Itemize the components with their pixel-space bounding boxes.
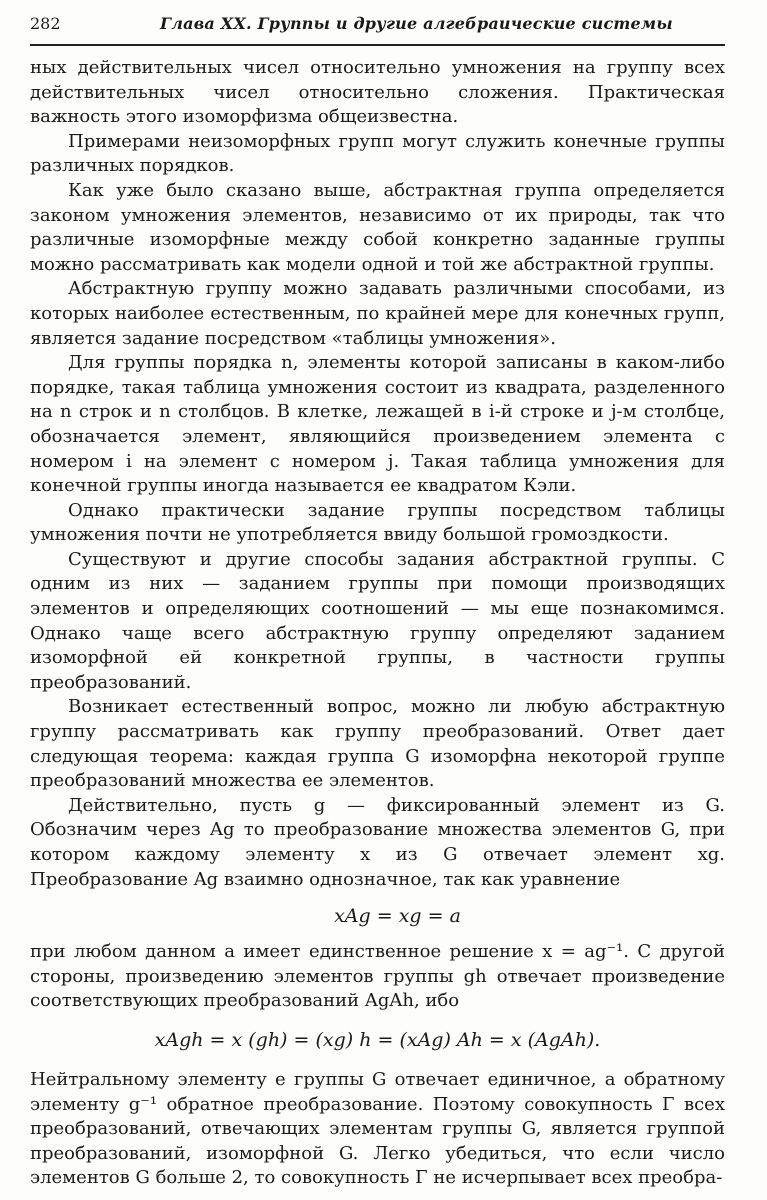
paragraph: Возникает естественный вопрос, можно ли любую абстрактную группу рассматривать как группу преобразований. Ответ дает следующая теорема: каждая группа G изоморфна некоторой группе преобразований множества ее элементов. bbox=[30, 696, 725, 792]
paragraph: Как уже было сказано выше, абстрактная группа определяется законом умножения элементов, независимо от их природы, так что различные изоморфные между собой конкретно заданные группы можно рассматривать как модели одной и той же абстрактной группы. bbox=[30, 179, 725, 275]
paragraph: Существуют и другие способы задания абстрактной группы. С одним из них — заданием группы при помощи производящих элементов и определяющих соотношений — мы еще познакомимся. Однако чаще всего абстрактную группу определяют заданием изоморфной ей конкретной группы, в частности группы преобразований. bbox=[30, 548, 725, 693]
paragraph: Однако практически задание группы посредством таблицы умножения почти не употребляется ввиду большой громоздкости. bbox=[30, 499, 725, 546]
paragraph-continuation: ных действительных чисел относительно умножения на группу всех действительных чисел относительно сложения. Практическая важность этого изоморфизма общеизвестна. bbox=[30, 57, 725, 128]
page-body bbox=[30, 56, 725, 1191]
formula-equation: xAg = xg = a bbox=[334, 905, 461, 928]
paragraph: Примерами неизоморфных групп могут служить конечные группы различных порядков. bbox=[30, 130, 725, 177]
paragraph: Абстрактную группу можно задавать различными способами, из которых наиболее естественным, по крайней мере для конечных групп, является задание посредством «таблицы умножения». bbox=[30, 278, 725, 349]
paragraph-continuation: при любом данном a имеет единственное решение x = ag⁻¹. С другой стороны, произведению элементов группы gh отвечает произведение соответствующих преобразований AgAh, ибо bbox=[30, 941, 725, 1012]
paragraph: Действительно, пусть g — фиксированный элемент из G. Обозначим через Ag то преобразование множества элементов G, при котором каждому элементу x из G отвечает элемент xg. Преобразование Ag взаимно однозначное, так как уравнение bbox=[30, 794, 725, 890]
paragraph: Нейтральному элементу e группы G отвечает единичное, а обратному элементу g⁻¹ обратное преобразование. Поэтому совокупность Γ всех преобразований, отвечающих элементам группы G, является группой преобразований, изоморфной G. Легко убедиться, что если число элементов G больше 2, то совокупность Γ не исчерпывает всех преобра- bbox=[30, 1068, 725, 1189]
page-header bbox=[30, 14, 725, 46]
running-title: Глава XX. Группы и другие алгебраические системы bbox=[160, 14, 673, 33]
formula-product: xAgh = x (gh) = (xg) h = (xAg) Ah = x (AgAh). bbox=[154, 1028, 601, 1051]
paragraph: Для группы порядка n, элементы которой записаны в каком-либо порядке, такая таблица умножения состоит из квадрата, разделенного на n строк и n столбцов. В клетке, лежащей в i-й строке и j-м столбце, обозначается элемент, являющийся произведением элемента с номером i на элемент с номером j. Такая таблица умножения для конечной группы иногда называется ее квадратом Кэли. bbox=[30, 352, 725, 497]
page-number: 282 bbox=[30, 14, 61, 33]
